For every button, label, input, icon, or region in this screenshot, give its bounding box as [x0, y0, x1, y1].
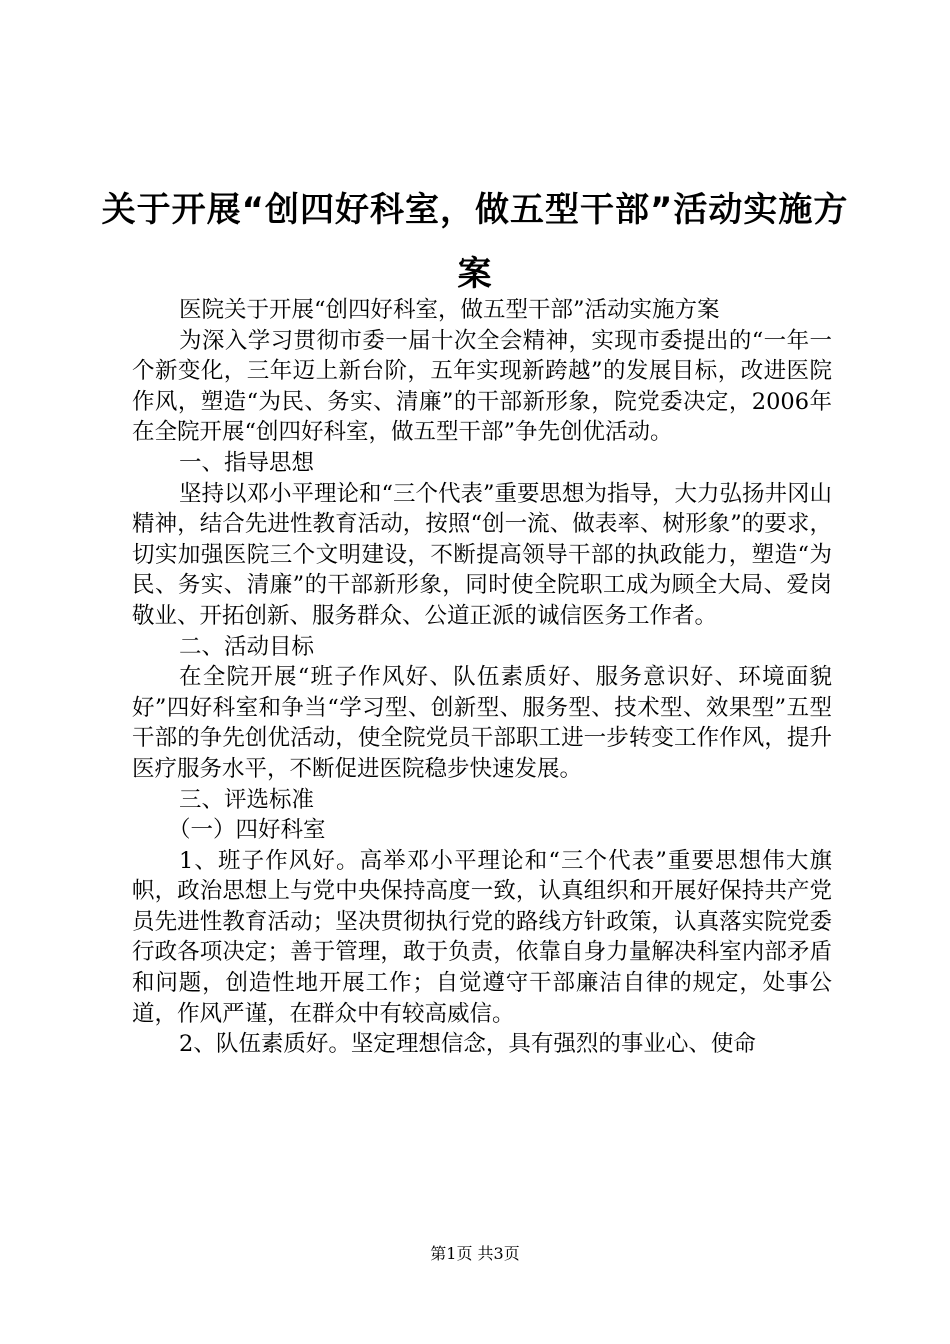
document-body [132, 295, 832, 1060]
page-footer: 第1页 共3页 [430, 1244, 520, 1263]
criteria-item-team-quality: 2、队伍素质好。坚定理想信念，具有强烈的事业心、使命 [179, 1031, 756, 1058]
document-subtitle: 医院关于开展“创四好科室，做五型干部”活动实施方案 [179, 297, 720, 323]
intro-paragraph: 为深入学习贯彻市委一届十次全会精神，实现市委提出的“一年一个新变化，三年迈上新台阶，五年实现新跨越”的发展目标，改进医院作风，塑造“为民、务实、清廉”的干部新形象，院党委决定，2006年在全院开展“创四好科室，做五型干部”争先创优活动。 [132, 327, 832, 446]
section-heading-guiding-ideology: 一、指导思想 [179, 449, 315, 476]
criteria-item-leadership-style: 1、班子作风好。高举邓小平理论和“三个代表”重要思想伟大旗帜，政治思想上与党中央保持高度一致，认真组织和开展好保持共产党员先进性教育活动；坚决贯彻执行党的路线方针政策，认真落实院党委行政各项决定；善于管理，敢于负责，依靠自身力量解决科室内部矛盾和问题，创造性地开展工作；自觉遵守干部廉洁自律的规定，处事公道，作风严谨，在群众中有较高威信。 [132, 847, 832, 1027]
guiding-ideology-paragraph: 坚持以邓小平理论和“三个代表”重要思想为指导，大力弘扬井冈山精神，结合先进性教育活动，按照“创一流、做表率、树形象”的要求，切实加强医院三个文明建设，不断提高领导干部的执政能力，塑造“为民、务实、清廉”的干部新形象，同时使全院职工成为顾全大局、爱岗敬业、开拓创新、服务群众、公道正派的诚信医务工作者。 [132, 480, 833, 629]
document-title: 关于开展“创四好科室，做五型干部”活动实施方案 [101, 190, 849, 294]
subsection-heading-four-good-departments: （一）四好科室 [168, 817, 326, 844]
activity-goals-paragraph: 在全院开展“班子作风好、队伍素质好、服务意识好、环境面貌好”四好科室和争当“学习型、创新型、服务型、技术型、效果型”五型干部的争先创优活动，使全院党员干部职工进一步转变工作作风，提升医疗服务水平，不断促进医院稳步快速发展。 [132, 664, 832, 782]
section-heading-activity-goals: 二、活动目标 [179, 633, 315, 660]
section-heading-selection-criteria: 三、评选标准 [179, 786, 315, 813]
